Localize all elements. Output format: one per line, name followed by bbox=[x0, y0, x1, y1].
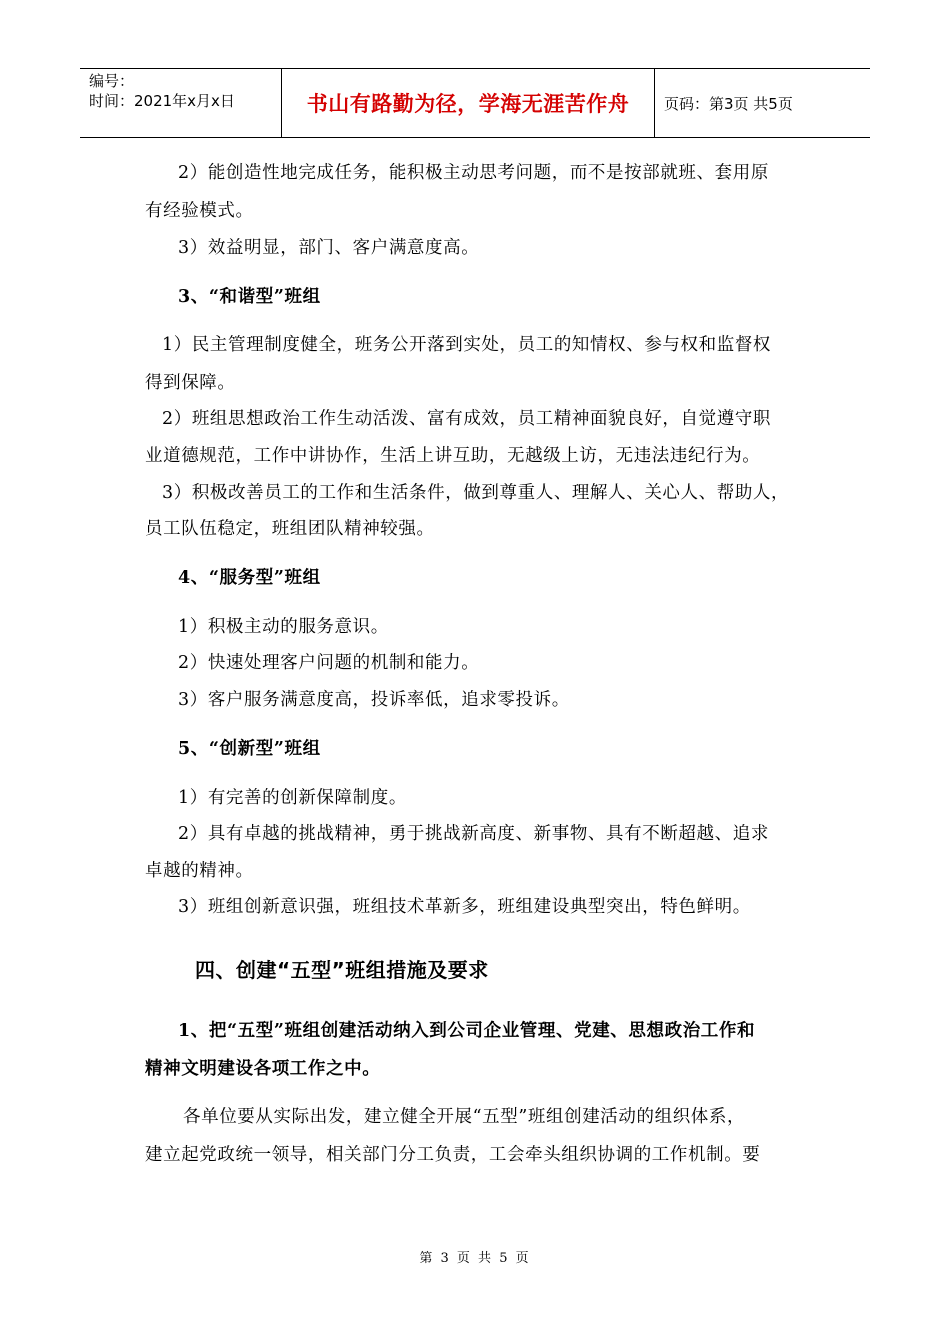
document-time-label: 时间：2021年x月x日 bbox=[89, 92, 235, 110]
body-line: 3）积极改善员工的工作和生活条件，做到尊重人、理解人、关心人、帮助人， bbox=[162, 483, 790, 503]
body-line: 2）具有卓越的挑战精神，勇于挑战新高度、新事物、具有不断超越、追求 bbox=[178, 824, 769, 844]
body-line: 2）能创造性地完成任务，能积极主动思考问题，而不是按部就班、套用原 bbox=[178, 163, 769, 183]
body-line: 2）班组思想政治工作生动活泼、富有成效，员工精神面貌良好，自觉遵守职 bbox=[162, 409, 772, 429]
body-line: 1）有完善的创新保障制度。 bbox=[178, 788, 407, 808]
body-line: 1）积极主动的服务意识。 bbox=[178, 617, 389, 637]
page-header bbox=[80, 68, 870, 138]
chapter-heading: 四、创建“五型”班组措施及要求 bbox=[195, 958, 489, 982]
body-line: 2）快速处理客户问题的机制和能力。 bbox=[178, 653, 480, 673]
body-line: 员工队伍稳定，班组团队精神较强。 bbox=[145, 519, 435, 539]
body-line: 3）效益明显，部门、客户满意度高。 bbox=[178, 238, 480, 258]
body-line: 1）民主管理制度健全，班务公开落到实处，员工的知情权、参与权和监督权 bbox=[162, 335, 772, 355]
section-heading: 3、“和谐型”班组 bbox=[178, 287, 321, 307]
body-line: 各单位要从实际出发，建立健全开展“五型”班组创建活动的组织体系， bbox=[183, 1107, 746, 1127]
body-line: 卓越的精神。 bbox=[145, 861, 254, 881]
bold-paragraph-line: 1、把“五型”班组创建活动纳入到公司企业管理、党建、思想政治工作和 bbox=[178, 1021, 756, 1041]
header-page-code: 页码：第3页 共5页 bbox=[664, 94, 793, 113]
body-line: 业道德规范，工作中讲协作，生活上讲互助，无越级上访，无违法违纪行为。 bbox=[145, 446, 761, 466]
body-line: 得到保障。 bbox=[145, 373, 236, 393]
body-line: 3）班组创新意识强，班组技术革新多，班组建设典型突出，特色鲜明。 bbox=[178, 897, 751, 917]
bold-paragraph-line: 精神文明建设各项工作之中。 bbox=[145, 1059, 381, 1079]
header-divider bbox=[654, 69, 655, 137]
section-heading: 4、“服务型”班组 bbox=[178, 568, 321, 588]
header-meta bbox=[89, 71, 235, 111]
section-heading: 5、“创新型”班组 bbox=[178, 739, 321, 759]
document-number-label: 编号： bbox=[89, 72, 135, 90]
body-line: 建立起党政统一领导，相关部门分工负责，工会牵头组织协调的工作机制。要 bbox=[145, 1145, 761, 1165]
body-line: 3）客户服务满意度高，投诉率低，追求零投诉。 bbox=[178, 690, 570, 710]
header-motto: 书山有路勤为径，学海无涯苦作舟 bbox=[306, 92, 630, 116]
page-footer: 第 3 页 共 5 页 bbox=[419, 1251, 531, 1266]
body-line: 有经验模式。 bbox=[145, 201, 254, 221]
